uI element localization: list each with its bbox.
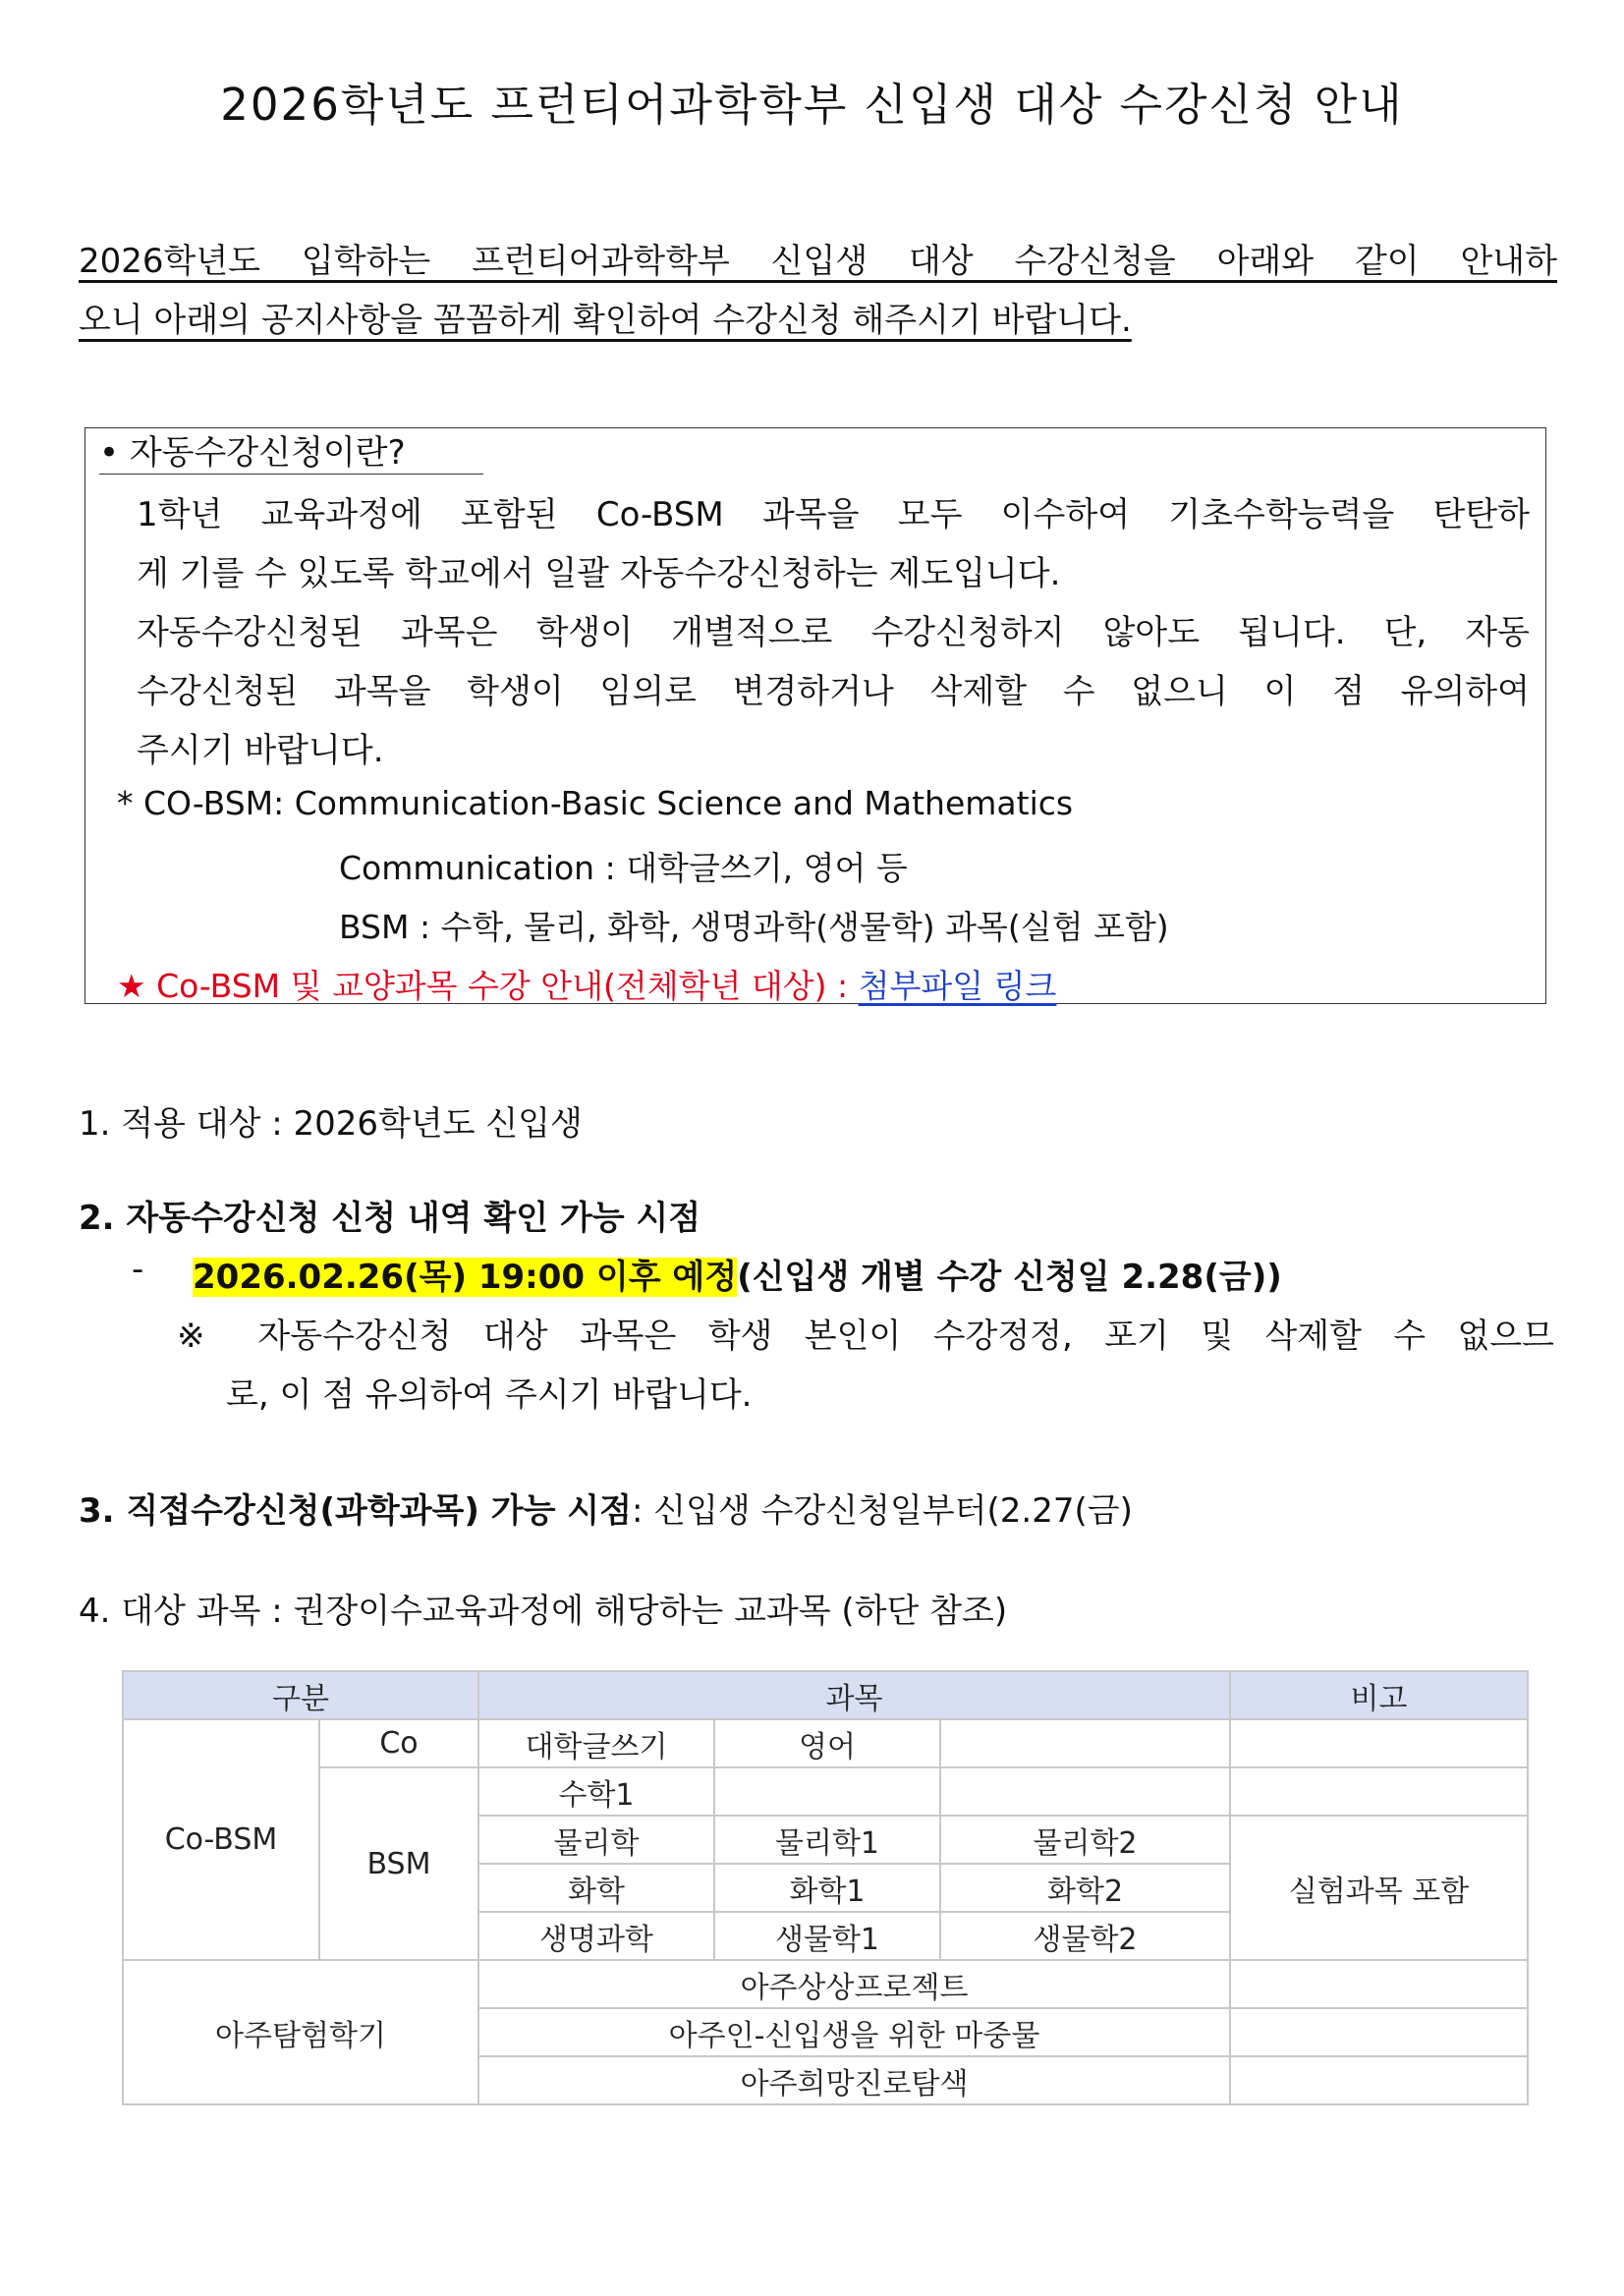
section-3	[79, 1484, 1133, 1532]
schedule-highlight: 2026.02.26(목) 19:00 이후 예정	[193, 1258, 738, 1297]
remark-cell	[1230, 1960, 1528, 2008]
box-para-1-line-1: 1학년 교육과정에 포함된 Co-BSM 과목을 모두 이수하여 기초수학능력을 탄탄하	[137, 495, 1530, 534]
notice-line	[117, 961, 1056, 1007]
box-para-2-line-1: 자동수강신청된 과목은 학생이 개별적으로 수강신청하지 않아도 됩니다. 단, 자동	[137, 613, 1530, 652]
group-explore: 아주탐험학기	[123, 1960, 478, 2104]
header-remark: 비고	[1230, 1671, 1528, 1719]
remark-cell	[1230, 1767, 1528, 1816]
table-cell: 생명과학	[478, 1912, 714, 1960]
table-header-row	[123, 1671, 1528, 1719]
lab-remark-cell: 실험과목 포함	[1230, 1816, 1528, 1960]
box-para-1-line-2: 게 기를 수 있도록 학교에서 일괄 자동수강신청하는 제도입니다.	[137, 554, 1061, 593]
remark-cell	[1230, 2056, 1528, 2104]
table-row	[123, 1719, 1528, 1767]
table-cell: 화학2	[940, 1864, 1230, 1912]
remark-cell	[1230, 1719, 1528, 1767]
intro-line-2: 오니 아래의 공지사항을 꼼꼼하게 확인하여 수강신청 해주시기 바랍니다.	[79, 301, 1132, 340]
course-table	[122, 1670, 1529, 2105]
table-cell: 아주희망진로탐색	[478, 2056, 1230, 2104]
section-4: 4. 대상 과목 : 권장이수교육과정에 해당하는 교과목 (하단 참조)	[79, 1592, 1008, 1631]
attachment-link[interactable]: 첨부파일 링크	[858, 967, 1057, 1005]
intro-line-1: 2026학년도 입학하는 프런티어과학학부 신입생 대상 수강신청을 아래와 같이 안내하	[79, 242, 1557, 281]
section-2-note-line-2: 로, 이 점 유의하여 주시기 바랍니다.	[226, 1375, 753, 1415]
page-title: 2026학년도 프런티어과학학부 신입생 대상 수강신청 안내	[220, 79, 1404, 131]
section-2-note-line-1: ※ 자동수강신청 대상 과목은 학생 본인이 수강정정, 포기 및 삭제할 수 없으므	[177, 1316, 1554, 1356]
section-1: 1. 적용 대상 : 2026학년도 신입생	[79, 1104, 583, 1144]
schedule-rest: (신입생 개별 수강 신청일 2.28(금))	[737, 1258, 1282, 1297]
subgroup-bsm: BSM	[319, 1767, 478, 1960]
box-para-2-line-3: 주시기 바랍니다.	[137, 731, 384, 770]
table-cell: 화학1	[714, 1864, 940, 1912]
table-cell: 생물학2	[940, 1912, 1230, 1960]
table-row	[123, 1960, 1528, 2008]
table-cell: 생물학1	[714, 1912, 940, 1960]
section-2-schedule	[193, 1250, 1282, 1298]
auto-registration-box	[84, 427, 1546, 1004]
remark-cell	[1230, 2008, 1528, 2056]
table-cell	[714, 1767, 940, 1816]
table-cell: 대학글쓰기	[478, 1719, 714, 1767]
box-para-2-line-2: 수강신청된 과목을 학생이 임의로 변경하거나 삭제할 수 없으니 이 점 유의하여	[137, 672, 1530, 711]
table-cell: 아주인-신입생을 위한 마중물	[478, 2008, 1230, 2056]
header-category: 구분	[123, 1671, 478, 1719]
table-cell	[940, 1767, 1230, 1816]
table-cell: 물리학1	[714, 1816, 940, 1864]
section-3-heading: 3. 직접수강신청(과학과목) 가능 시점	[79, 1491, 632, 1531]
table-cell	[940, 1719, 1230, 1767]
table-cell: 아주상상프로젝트	[478, 1960, 1230, 2008]
table-cell: 영어	[714, 1719, 940, 1767]
table-cell: 물리학2	[940, 1816, 1230, 1864]
definition-line-3: BSM : 수학, 물리, 화학, 생명과학(생물학) 과목(실험 포함)	[339, 908, 1169, 946]
box-heading: • 자동수강신청이란?	[99, 432, 483, 475]
table-cell: 화학	[478, 1864, 714, 1912]
table-cell: 물리학	[478, 1816, 714, 1864]
section-2-heading: 2. 자동수강신청 신청 내역 확인 가능 시점	[79, 1199, 701, 1238]
definition-line-2: Communication : 대학글쓰기, 영어 등	[339, 849, 908, 887]
header-course: 과목	[478, 1671, 1230, 1719]
subgroup-co: Co	[319, 1719, 478, 1767]
section-3-rest: : 신입생 수강신청일부터(2.27(금)	[631, 1491, 1133, 1531]
definition-line-1: * CO-BSM: Communication-Basic Science and Mathematics	[117, 784, 1074, 822]
table-cell: 수학1	[478, 1767, 714, 1816]
table-row	[123, 1767, 1528, 1816]
section-2-dash: -	[132, 1250, 144, 1289]
notice-text: ★ Co-BSM 및 교양과목 수강 안내(전체학년 대상) :	[117, 967, 859, 1005]
group-cobsm: Co-BSM	[123, 1719, 319, 1960]
